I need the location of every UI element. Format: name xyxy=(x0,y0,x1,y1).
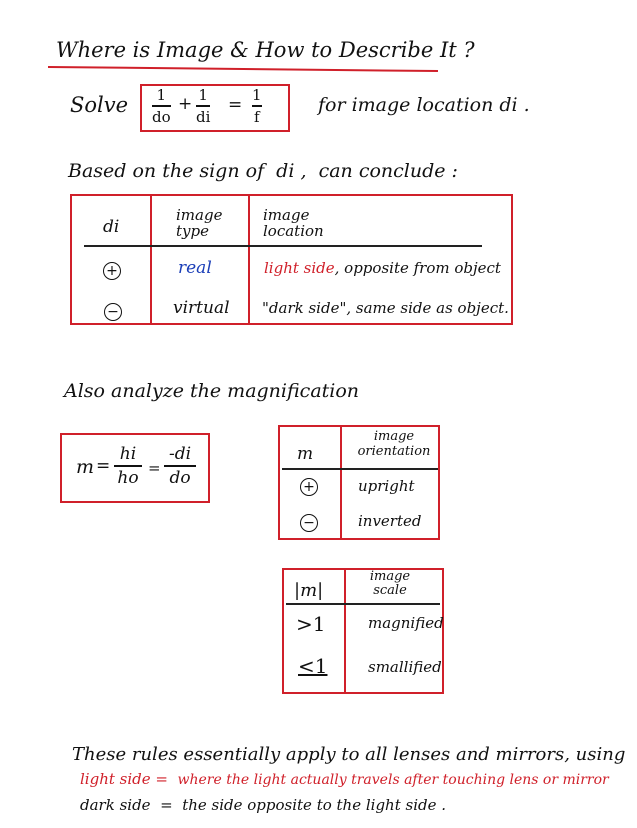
orientation-table-divider xyxy=(340,425,342,540)
scale-magnified: magnified xyxy=(368,614,444,632)
location-real: light side, opposite from object xyxy=(264,259,501,277)
orient-inverted: inverted xyxy=(358,512,422,530)
based-on-text: Based on the sign of di , can conclude : xyxy=(68,160,458,182)
solve-suffix: for image location di . xyxy=(318,94,530,116)
header-image-location: image location xyxy=(263,206,324,240)
scale-smallified: smallified xyxy=(368,658,442,676)
page-title: Where is Image & How to Describe It ? xyxy=(56,38,475,62)
sign-table-divider-2 xyxy=(248,194,250,325)
also-analyze-text: Also analyze the magnification xyxy=(64,380,360,402)
header-image-type: image type xyxy=(176,206,223,240)
solve-label: Solve xyxy=(70,93,129,117)
frac-1-over-di: 1 di xyxy=(196,86,211,126)
orient-minus-circle-icon: − xyxy=(300,514,318,532)
mag-eq1: = xyxy=(96,456,111,476)
orient-plus-circle-icon: + xyxy=(300,478,318,496)
header-di: di xyxy=(103,217,120,237)
sign-table-header-rule xyxy=(84,245,482,247)
sign-table-divider-1 xyxy=(150,194,152,325)
title-underline xyxy=(48,66,438,72)
scale-lt-1: <1 xyxy=(298,654,328,678)
frac-neg-di-over-do: -di do xyxy=(164,444,196,488)
footer-line-1: These rules essentially apply to all lenses and mirrors, using xyxy=(72,744,626,765)
frac-1-over-f: 1 f xyxy=(252,86,262,126)
type-virtual: virtual xyxy=(173,298,230,318)
scale-table-divider xyxy=(344,568,346,694)
orient-header-image-orientation: image orientation xyxy=(357,429,431,459)
frac-1-over-do: 1 do xyxy=(152,86,171,126)
type-real: real xyxy=(178,258,212,278)
mag-eq2: = xyxy=(148,459,161,477)
scale-header-image-scale: image scale xyxy=(369,569,411,598)
scale-gt-1: >1 xyxy=(296,612,326,636)
footer-line-2: light side = where the light actually travels after touching lens or mirror xyxy=(80,770,609,788)
orientation-table-header-rule xyxy=(282,468,438,470)
mag-m: m xyxy=(76,456,95,478)
footer-line-3: dark side = the side opposite to the light side . xyxy=(80,796,447,814)
location-virtual: "dark side", same side as object. xyxy=(262,299,509,317)
frac-hi-over-ho: hi ho xyxy=(114,444,142,488)
equals-sign: = xyxy=(228,95,243,115)
orient-upright: upright xyxy=(358,477,415,495)
plus-sign: + xyxy=(178,94,193,114)
scale-table-header-rule xyxy=(286,603,440,605)
plus-circle-icon: + xyxy=(103,262,121,280)
scale-header-abs-m: |m| xyxy=(294,580,324,601)
orient-header-m: m xyxy=(297,444,314,464)
minus-circle-icon: − xyxy=(104,303,122,321)
